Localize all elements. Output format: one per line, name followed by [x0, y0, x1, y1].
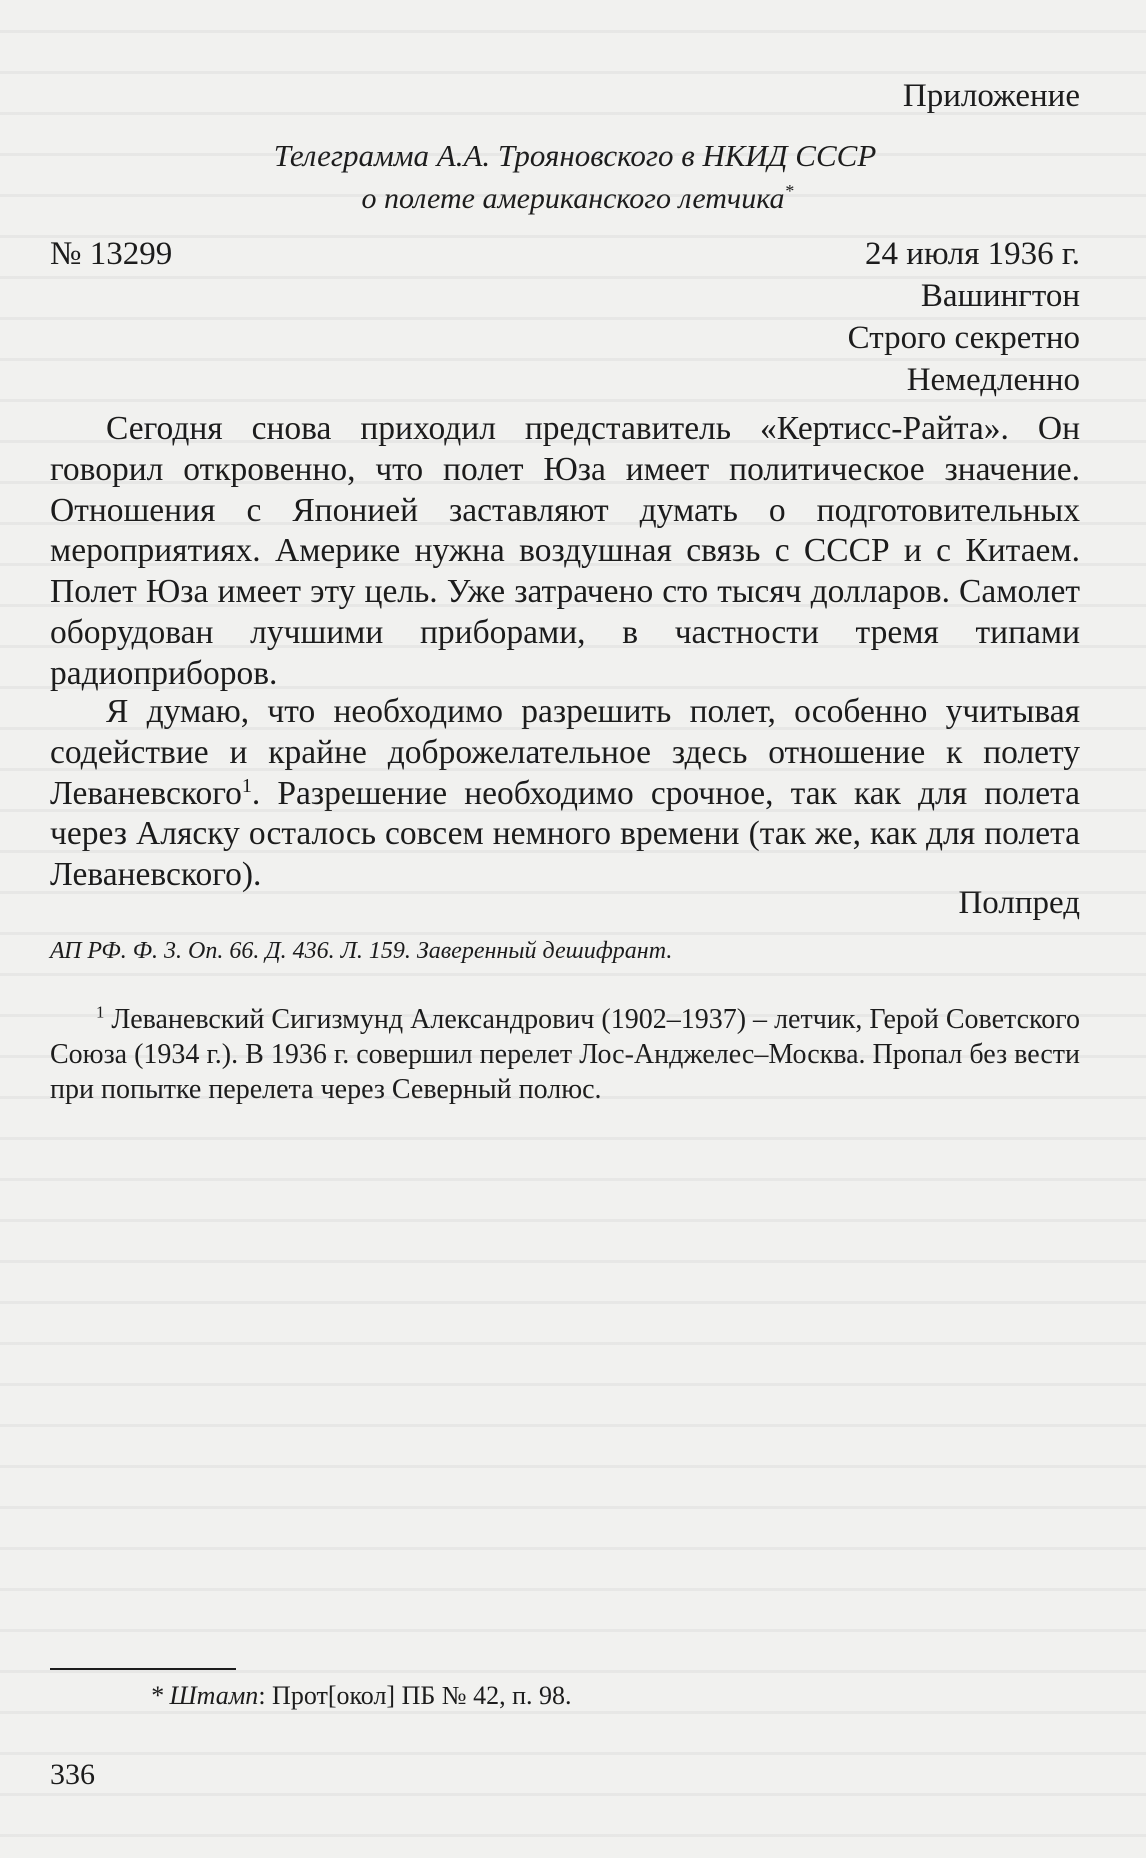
- archive-reference: АП РФ. Ф. 3. Оп. 66. Д. 436. Л. 159. Заверенный дешифрант.: [50, 938, 673, 964]
- footnote-divider: [50, 1668, 236, 1670]
- document-title-line2: [75, 182, 1080, 216]
- footnote-1-mark: 1: [96, 1002, 105, 1022]
- body-paragraph-2: [50, 692, 1080, 896]
- telegram-place: Вашингтон: [920, 278, 1080, 314]
- document-title-line1: Телеграмма А.А. Трояновского в НКИД СССР: [273, 138, 877, 173]
- telegram-date: 24 июля 1936 г.: [865, 236, 1080, 272]
- classification-label: Строго секретно: [847, 320, 1080, 356]
- footnote-ref-1: 1: [241, 774, 252, 797]
- title-footnote-mark: *: [784, 181, 794, 201]
- stamp-text: : Прот[окол] ПБ № 42, п. 98.: [258, 1681, 572, 1710]
- document-page: [50, 0, 1080, 1858]
- stamp-footnote: [150, 1681, 572, 1711]
- page-number: 336: [50, 1758, 95, 1791]
- stamp-label: * Штамп: [150, 1681, 259, 1710]
- title-line2-text: о полете американского летчика: [361, 182, 785, 215]
- footnote-1: [50, 1002, 1080, 1107]
- paragraph2-text-after: . Разрешение необходимо срочное, так как для полета через Аляску осталось совсем немного времени (так же, как для полета Леваневского).: [50, 774, 1080, 894]
- urgency-label: Немедленно: [906, 362, 1080, 398]
- paragraph2-text-before: Я думаю, что необходимо разрешить полет, особенно учитывая содействие и крайне доброжелательное здесь отношение к полету Леваневского: [50, 693, 1080, 812]
- appendix-label: Приложение: [902, 78, 1080, 114]
- signature: Полпред: [958, 885, 1080, 921]
- telegram-number: № 13299: [50, 236, 173, 272]
- body-paragraph-1: Сегодня снова приходил представитель «Кертисс-Райта». Он говорил откровенно, что полет Юза имеет политическое значение. Отношения с Японией заставляют думать о подготовительных мероприятиях. Америке нужна воздушная связь с СССР и с Китаем. Полет Юза имеет эту цель. Уже затрачено сто тысяч долларов. Самолет оборудован лучшими приборами, в частности тремя типами радиоприборов.: [50, 410, 1080, 692]
- footnote-1-text: Леваневский Сигизмунд Александрович (1902–1937) – летчик, Герой Советского Союза (1934 г.). В 1936 г. совершил перелет Лос-Анджелес–Москва. Пропал без вести при попытке перелета через Северный полюс.: [50, 1004, 1080, 1105]
